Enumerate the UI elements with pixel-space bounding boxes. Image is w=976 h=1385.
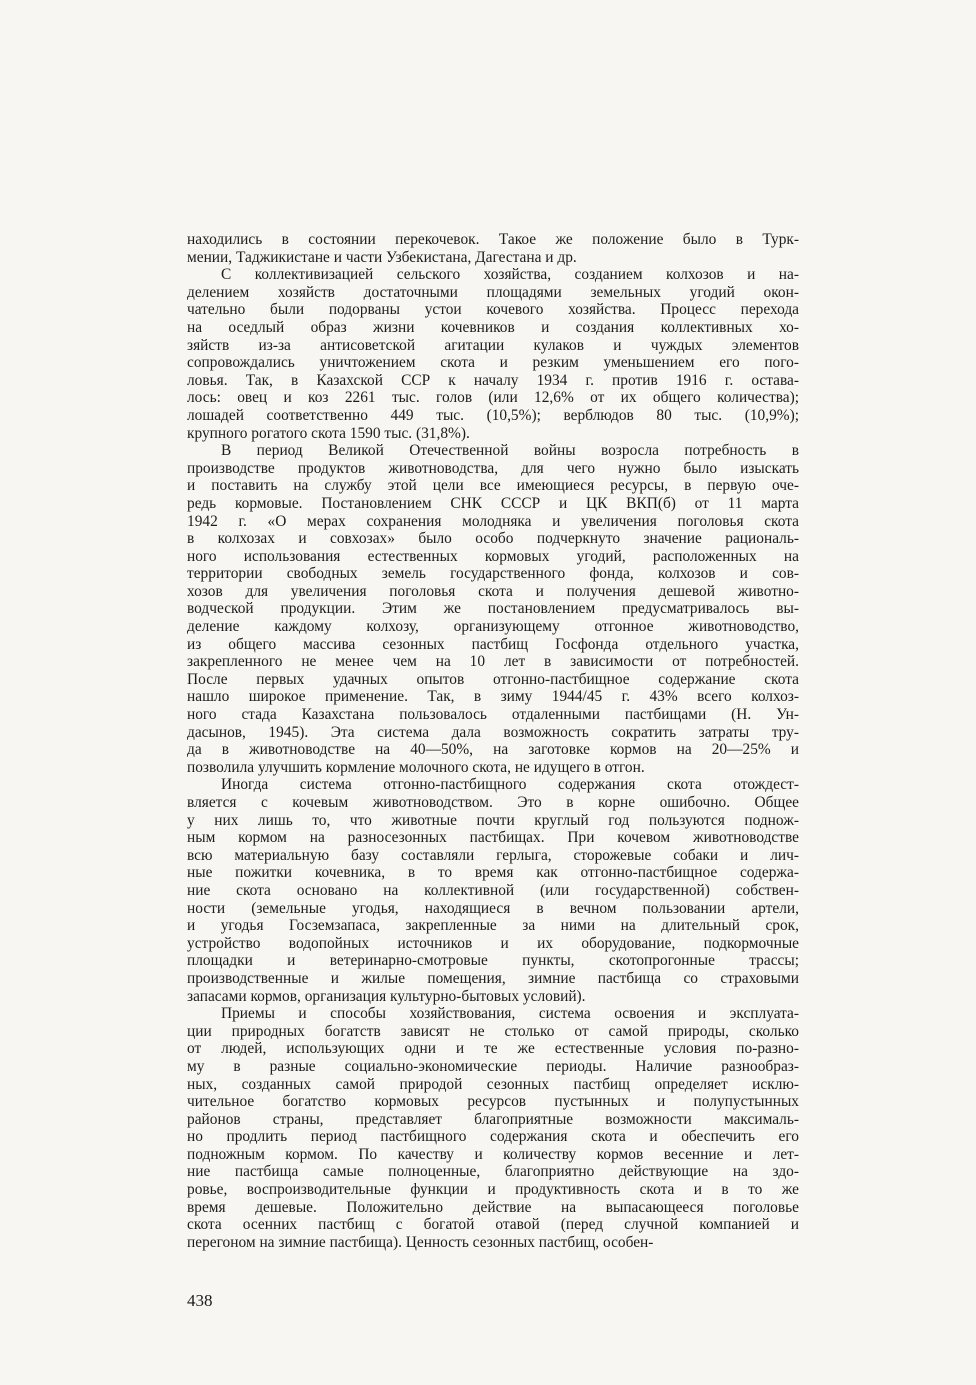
text-line: Приемы и способы хозяйствования, система освоения и эксплуата-: [221, 1005, 799, 1023]
text-line: 1942 г. «О мерах сохранения молодняка и увеличения поголовья скота: [187, 512, 799, 530]
text-line: крупного рогатого скота 1590 тыс. (31,8%).: [187, 424, 470, 442]
text-line: перегоном на зимние пастбища). Ценность сезонных пастбищ, особен-: [187, 1233, 654, 1251]
text-line: запасами кормов, организация культурно-бытовых условий).: [187, 987, 586, 1005]
text-line: вляется с кочевым животноводством. Это в корне ошибочно. Общее: [187, 794, 799, 811]
text-line: и угодья Госземзапаса, закрепленные за ними на длительный срок,: [187, 917, 799, 935]
text-line: чительное богатство кормовых ресурсов пустынных и полупустынных: [187, 1093, 799, 1111]
text-line: С коллективизацией сельского хозяйства, созданием колхозов и на-: [221, 266, 799, 284]
text-line: му в разные социально-экономические периоды. Наличие разнообраз-: [187, 1057, 799, 1075]
text-line: и поставить на службу этой цели все имеющиеся ресурсы, в первую оче-: [187, 477, 799, 495]
text-line: производственные и жилые помещения, зимние пастбища со страховыми: [187, 969, 799, 987]
text-line: на оседлый образ жизни кочевников и создания коллективных хо-: [187, 318, 799, 336]
text-line: водческой продукции. Этим же постановлением предусматривалось вы-: [187, 600, 799, 618]
text-line: мении, Таджикистане и части Узбекистана, Дагестана и др.: [187, 248, 577, 266]
text-line: ловья. Так, в Казахской ССР к началу 1934 г. против 1916 г. остава-: [187, 371, 799, 389]
body-text: [187, 231, 799, 1251]
text-line: хозов для увеличения поголовья скота и получения дешевой животно-: [187, 582, 799, 600]
text-line: ние скота основано на коллективной (или государственной) собствен-: [187, 881, 799, 899]
text-line: да в животноводстве на 40—50%, на заготовке кормов на 20—25% и: [187, 741, 799, 759]
text-line: производстве продуктов животноводства, для чего нужно было изыскать: [187, 459, 799, 477]
text-line: редь кормовые. Постановлением СНК СССР и ЦК ВКП(б) от 11 марта: [187, 494, 799, 512]
text-line: нашло широкое применение. Так, в зиму 1944/45 г. 43% всего колхоз-: [187, 688, 799, 706]
paragraph-1: [187, 231, 799, 266]
text-line: После первых удачных опытов отгонно-пастбищное содержание скота: [187, 670, 799, 688]
text-line: скота осенних пастбищ с богатой отавой (перед случной компанией и: [187, 1216, 799, 1234]
text-line: районов страны, представляет благоприятные возможности максималь-: [187, 1110, 799, 1128]
text-line: ровье, воспроизводительные функции и продуктивность скота и в то же: [187, 1181, 799, 1199]
text-line: сопровождались уничтожением скота и резким уменьшением его пого-: [187, 354, 799, 372]
text-line: лошадей соответственно 449 тыс. (10,5%); верблюдов 80 тыс. (10,9%);: [187, 406, 799, 424]
text-line: ного стада Казахстана пользовалось отдаленными пастбищами (Н. Ун-: [187, 706, 799, 724]
text-line: находились в состоянии перекочевок. Такое же положение было в Турк-: [187, 231, 799, 248]
text-line: от людей, использующих одни и те же естественные условия по-разно-: [187, 1040, 799, 1058]
text-line: из общего массива сезонных пастбищ Госфонда отдельного участка,: [187, 635, 799, 653]
page-number: 438: [187, 1291, 213, 1310]
text-line: ние пастбища самые полноценные, благоприятно действующие на здо-: [187, 1163, 799, 1181]
text-line: устройство водопойных источников и их оборудование, подкормочные: [187, 934, 799, 952]
text-line: но продлить период пастбищного содержания скота и обеспечить его: [187, 1128, 799, 1146]
paragraph-4: [187, 776, 799, 1005]
text-line: позволила улучшить кормление молочного скота, не идущего в отгон.: [187, 758, 645, 776]
text-line: ности (земельные угодья, находящиеся в вечном пользовании артели,: [187, 899, 799, 917]
text-line: ции природных богатств зависят не столько от самой природы, сколько: [187, 1022, 799, 1040]
text-line: чательно были подорваны устои кочевого хозяйства. Процесс перехода: [187, 301, 799, 319]
text-line: делением хозяйств достаточными площадями земельных угодий окон-: [187, 283, 799, 301]
text-line: закрепленного не менее чем на 10 лет в зависимости от потребностей.: [187, 653, 799, 671]
text-line: деление каждому колхозу, организующему отгонное животноводство,: [187, 618, 799, 636]
text-line: ным кормом на разносезонных пастбищах. При кочевом животноводстве: [187, 829, 799, 847]
text-line: у них лишь то, что животные почти круглый год пользуются поднож-: [187, 811, 799, 829]
text-line: дасынов, 1945). Эта система дала возможность сократить затраты тру-: [187, 723, 799, 741]
text-line: площадки и ветеринарно-смотровые пункты, скотопрогонные трассы;: [187, 952, 799, 970]
text-line: ного использования естественных кормовых угодий, расположенных на: [187, 547, 799, 565]
text-line: подножным кормом. По качеству и количеству кормов весенние и лет-: [187, 1145, 799, 1163]
paragraph-5: [187, 1005, 799, 1251]
text-line: всю материальную базу составляли герлыга, сторожевые собаки и лич-: [187, 846, 799, 864]
paragraph-2: [187, 266, 799, 442]
text-line: лось: овец и коз 2261 тыс. голов (или 12,6% от их общего количества);: [187, 389, 799, 407]
text-line: в колхозах и совхозах» было особо подчеркнуто значение рациональ-: [187, 530, 799, 548]
text-line: В период Великой Отечественной войны возросла потребность в: [221, 442, 799, 460]
text-line: ные пожитки кочевника, в то время как отгонно-пастбищное содержа-: [187, 864, 799, 882]
text-line: Иногда система отгонно-пастбищного содержания скота отождест-: [221, 776, 799, 794]
text-line: зяйств из-за антисоветской агитации кулаков и чуждых элементов: [187, 336, 799, 354]
paragraph-3: [187, 442, 799, 776]
text-line: ных, созданных самой природой сезонных пастбищ определяет исклю-: [187, 1075, 799, 1093]
text-line: территории свободных земель государственного фонда, колхозов и сов-: [187, 565, 799, 583]
text-line: время дешевые. Положительно действие на выпасающееся поголовье: [187, 1198, 799, 1216]
